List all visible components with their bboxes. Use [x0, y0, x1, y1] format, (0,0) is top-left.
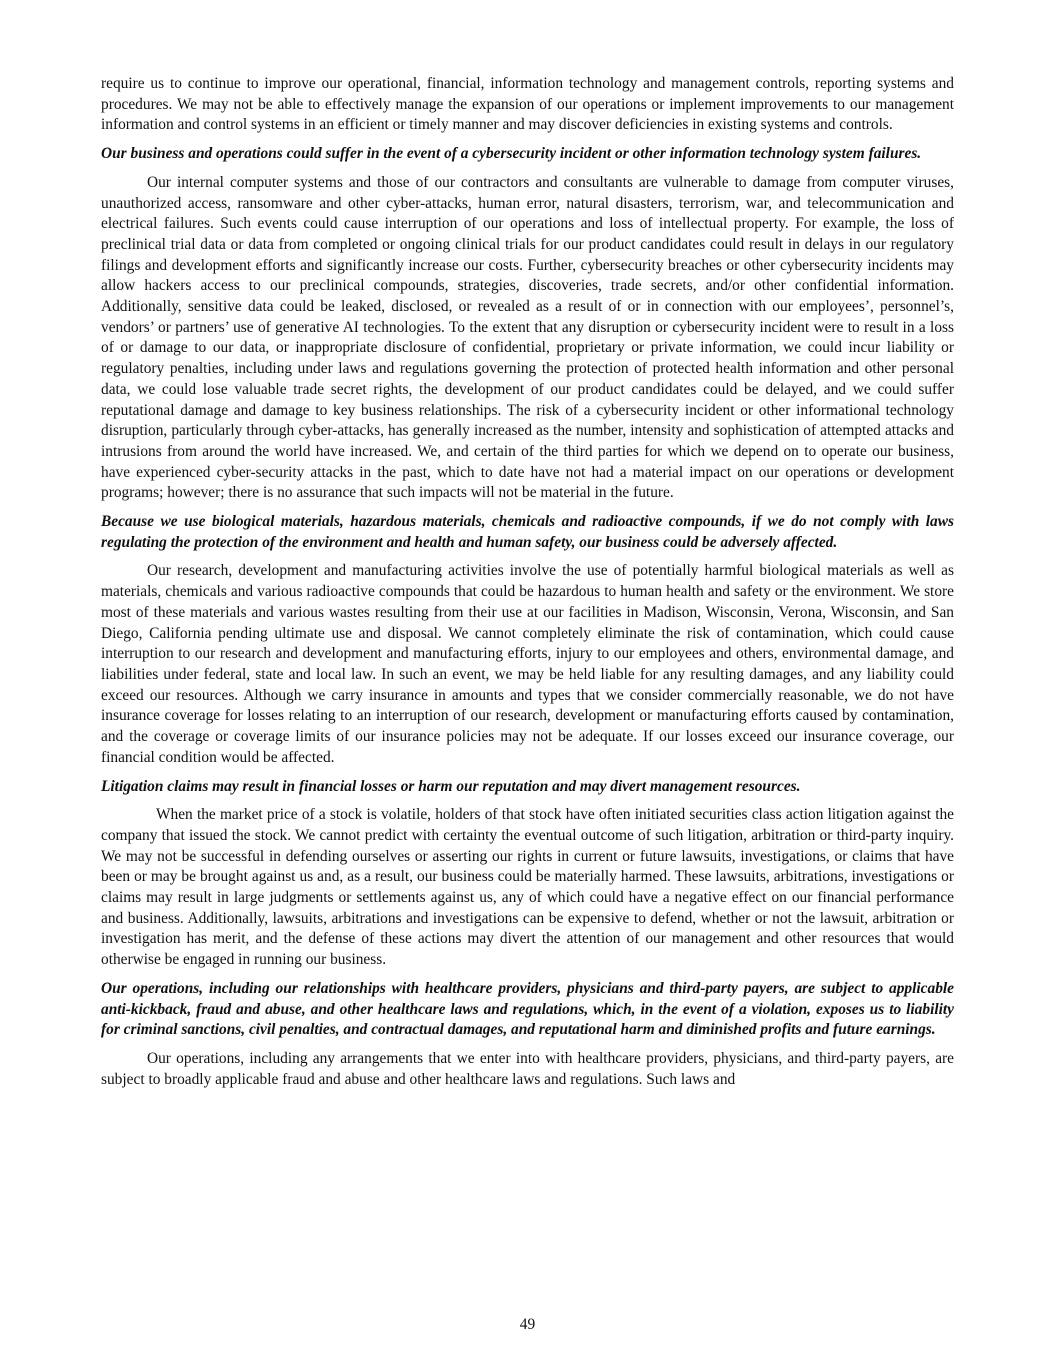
section-body-hazardous-materials: Our research, development and manufacturing activities involve the use of potentially harmful biological materials as well as materials, chemicals and various radioactive compounds that could be hazardous to human health and safety or the environment. We store most of these materials and various wastes resulting from their use at our facilities in Madison, Wisconsin, Verona, Wisconsin, and San Diego, California pending ultimate use and disposal. We cannot completely eliminate the risk of contamination, which could cause interruption to our research and development and manufacturing efforts, injury to our employees and others, environmental damage, and liabilities under federal, state and local law. In such an event, we may be held liable for any resulting damages, and any liability could exceed our resources. Although we carry insurance in amounts and types that we consider commercially reasonable, we do not have insurance coverage for losses relating to an interruption of our research, development or manufacturing efforts caused by contamination, and the coverage or coverage limits of our insurance policies may not be adequate. If our losses exceed our insurance coverage, our financial condition would be affected.	[101, 562, 954, 766]
section-heading-cybersecurity: Our business and operations could suffer in the event of a cybersecurity incident or other information technology system failures.	[101, 145, 922, 163]
section-body-cybersecurity: Our internal computer systems and those of our contractors and consultants are vulnerable to damage from computer viruses, unauthorized access, ransomware and other cyber-attacks, human error, natural disasters, terrorism, war, and telecommunication and electrical failures. Such events could cause interruption of our operations and loss of intellectual property. For example, the loss of preclinical trial data or data from completed or ongoing clinical trials for our product candidates could result in delays in our regulatory filings and development efforts and significantly increase our costs. Further, cybersecurity breaches or other cybersecurity incidents may allow hackers access to our preclinical compounds, strategies, discoveries, trade secrets, and/or other confidential information. Additionally, sensitive data could be leaked, disclosed, or revealed as a result of or in connection with our employees’, personnel’s, vendors’ or partners’ use of generative AI technologies. To the extent that any disruption or cybersecurity incident were to result in a loss of or damage to our data, or inappropriate disclosure of confidential, proprietary or private information, we could incur liability or regulatory penalties, including under laws and regulations governing the protection of protected health information and other personal data, we could lose valuable trade secret rights, the development of our product candidates could be delayed, and we could suffer reputational damage and damage to key business relationships. The risk of a cybersecurity incident or other informational technology disruption, particularly through cyber-attacks, has generally increased as the number, intensity and sophistication of attempted attacks and intrusions from around the world have increased. We, and certain of the third parties for which we depend on to operate our business, have experienced cyber-security attacks in the past, which to date have not had a material impact on our operations or development programs; however; there is no assurance that such impacts will not be material in the future.	[101, 173, 954, 502]
section-heading-healthcare-laws: Our operations, including our relationships with healthcare providers, physicians and third-party payers, are subject to applicable anti-kickback, fraud and abuse, and other healthcare laws and regulations, which, in the event of a violation, exposes us to liability for criminal sanctions, civil penalties, and contractual damages, and reputational harm and diminished profits and future earnings.	[101, 979, 954, 1039]
section-body-litigation: When the market price of a stock is volatile, holders of that stock have often initiated securities class action litigation against the company that issued the stock. We cannot predict with certainty the eventual outcome of such litigation, arbitration or third-party inquiry. We may not be successful in defending ourselves or asserting our rights in current or future lawsuits, investigations, or claims that have been or may be brought against us and, as a result, our business could be materially harmed. These lawsuits, arbitrations, investigations or claims may result in large judgments or settlements against us, any of which could have a negative effect on our financial performance and business. Additionally, lawsuits, arbitrations and investigations can be expensive to defend, whether or not the lawsuit, arbitration or investigation has merit, and the defense of these actions may divert the attention of our management and other resources that would otherwise be engaged in running our business.	[101, 806, 954, 969]
section-heading-litigation: Litigation claims may result in financial losses or harm our reputation and may divert management resources.	[101, 777, 801, 795]
section-body-healthcare-laws: Our operations, including any arrangements that we enter into with healthcare providers, physicians, and third-party payers, are subject to broadly applicable fraud and abuse and other healthcare laws and regulations. Such laws and	[101, 1049, 954, 1088]
page-number: 49	[519, 1316, 536, 1333]
document-page	[101, 74, 954, 1098]
continuation-paragraph: require us to continue to improve our operational, financial, information technology and management controls, reporting systems and procedures. We may not be able to effectively manage the expansion of our operations or implement improvements to our management information and control systems in an efficient or timely manner and may discover deficiencies in existing systems and controls.	[101, 75, 954, 134]
section-heading-hazardous-materials: Because we use biological materials, hazardous materials, chemicals and radioactive compounds, if we do not comply with laws regulating the protection of the environment and health and human safety, our business could be adversely affected.	[101, 513, 954, 551]
